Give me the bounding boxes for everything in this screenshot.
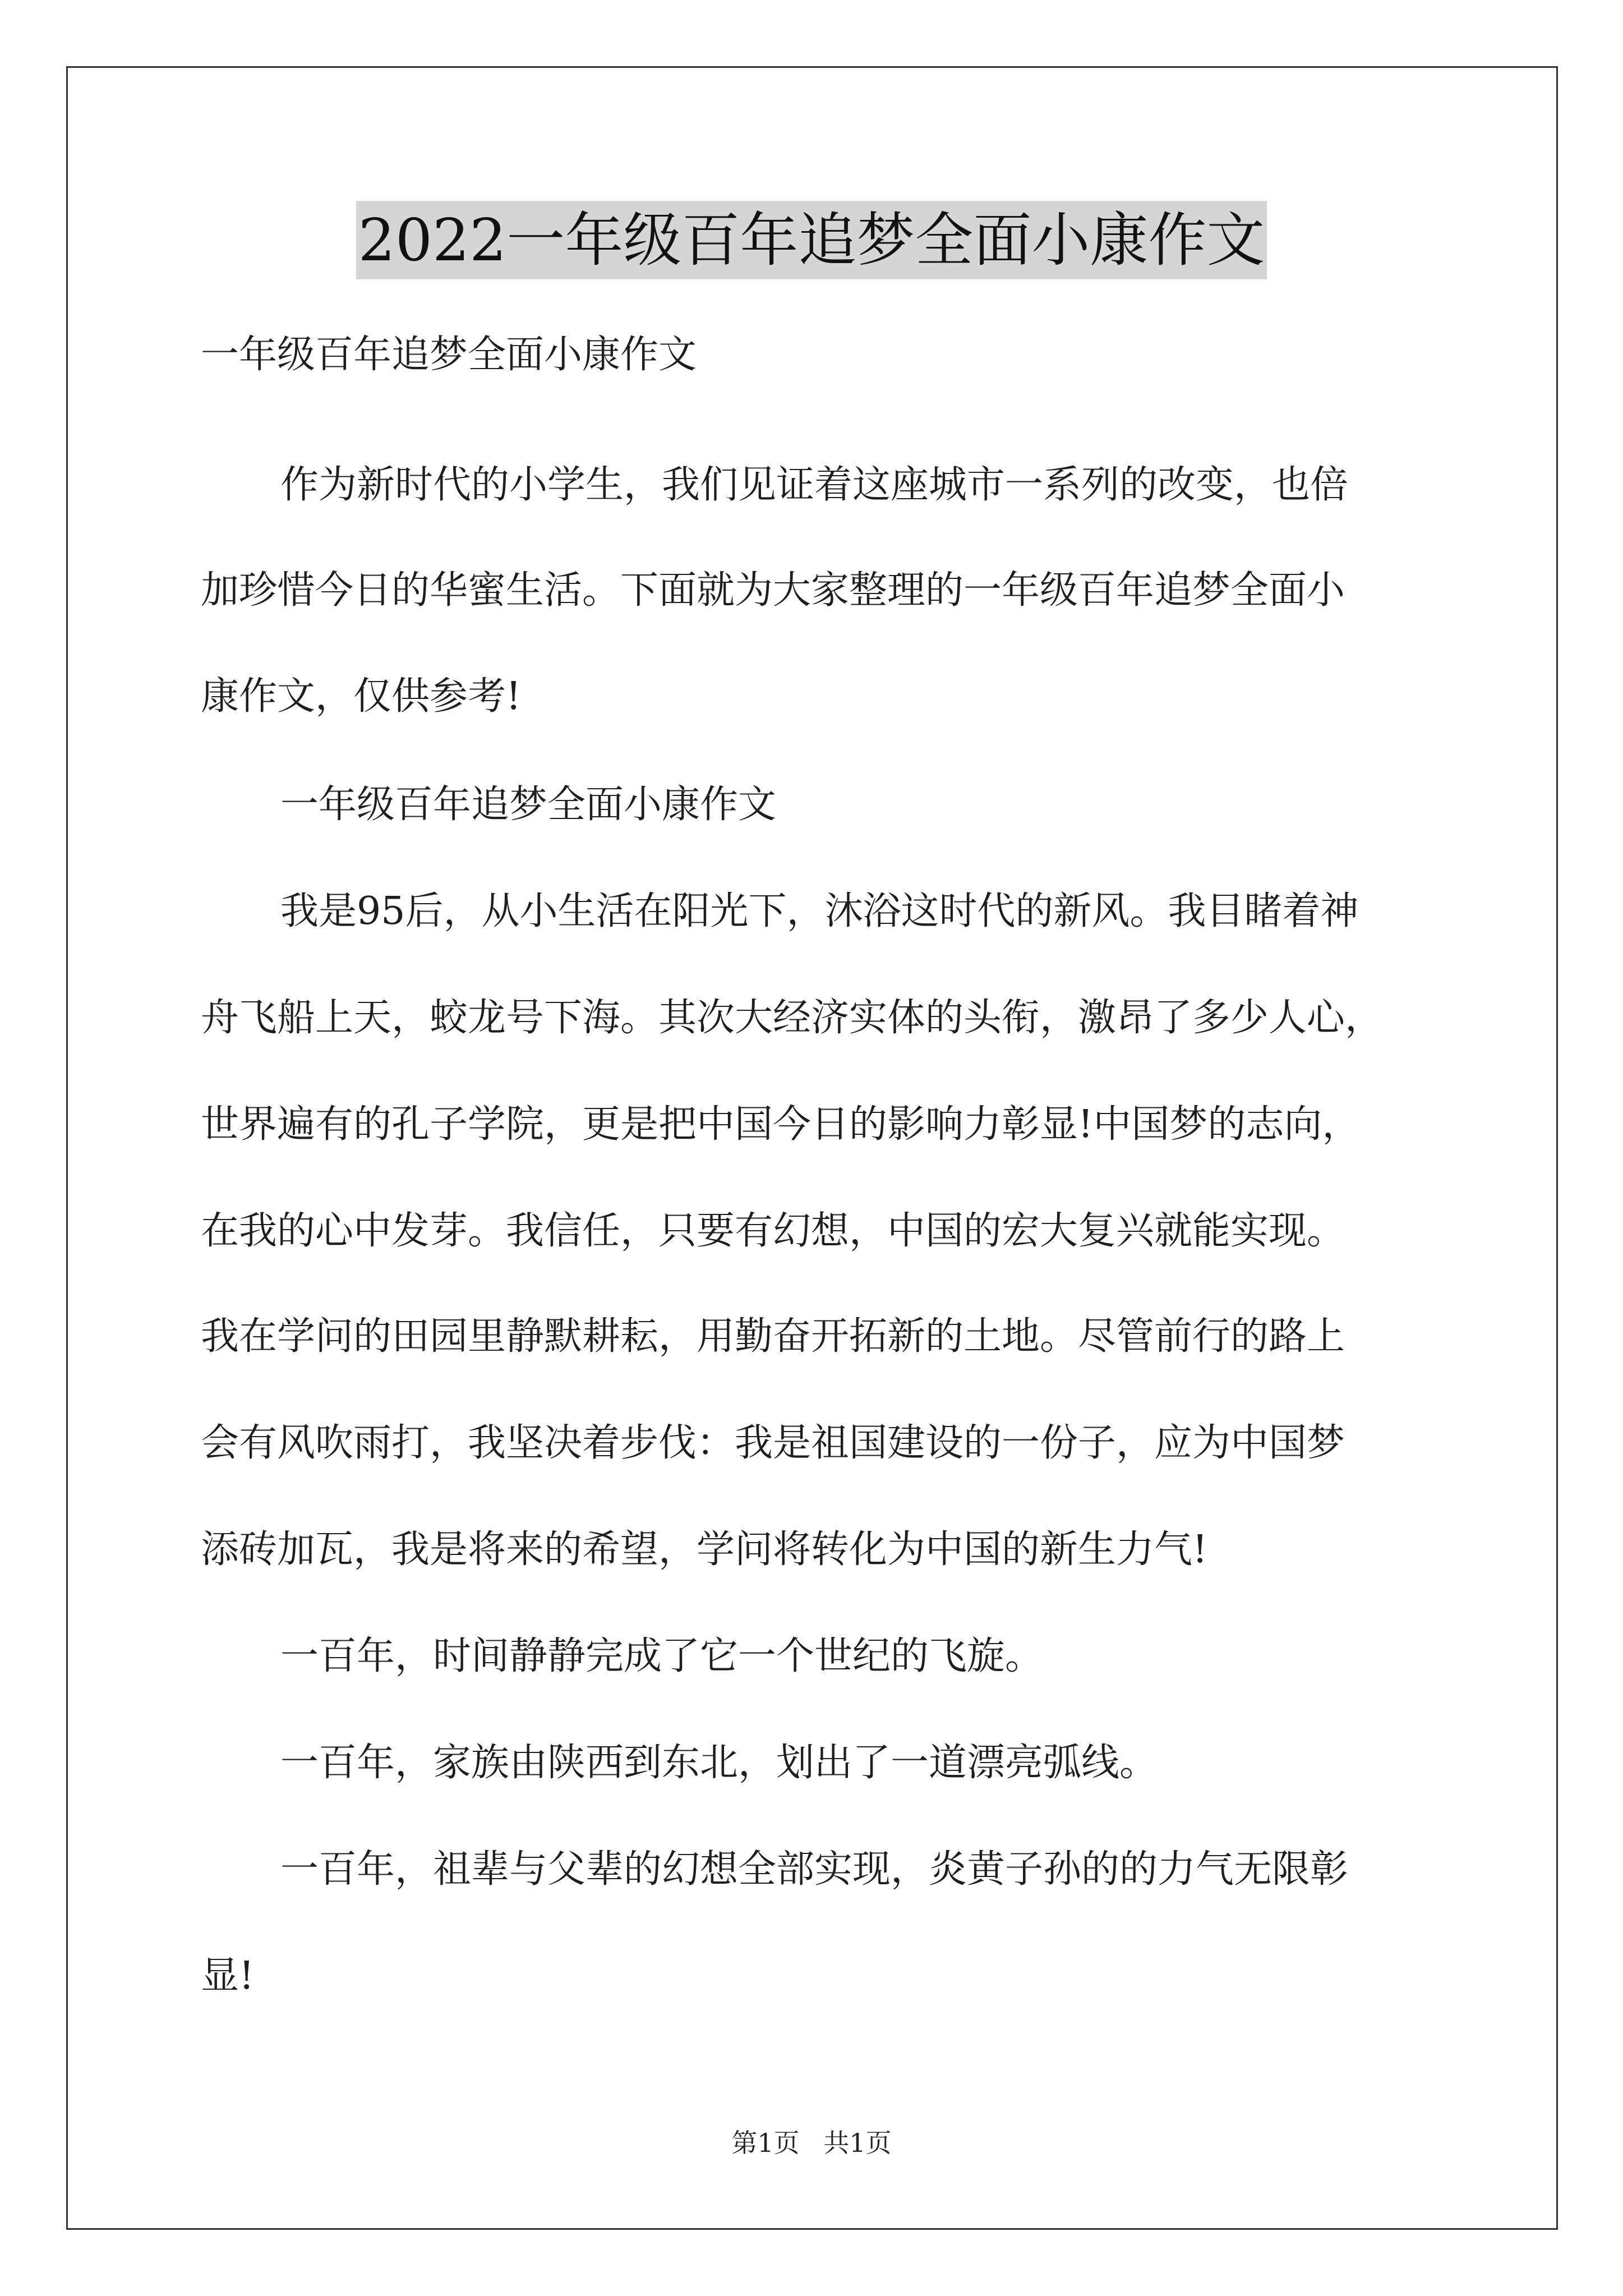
paragraph-line: 一百年，家族由陕西到东北，划出了一道漂亮弧线。 xyxy=(280,1741,1158,1785)
page-number: 第1页 xyxy=(731,2128,800,2158)
paragraph-line: 会有风吹雨打，我坚决着步伐：我是祖国建设的一份子，应为中国梦 xyxy=(201,1421,1345,1465)
paragraph-line: 作为新时代的小学生，我们见证着这座城市一系列的改变，也倍 xyxy=(280,463,1349,507)
paragraph-line: 世界遍有的孔子学院，更是把中国今日的影响力彰显!中国梦的志向， xyxy=(201,1102,1361,1147)
paragraph-line: 我是95后，从小生活在阳光下，沐浴这时代的新风。我目睹着神 xyxy=(280,889,1359,933)
paragraph-line: 我在学问的田园里静默耕耘，用勤奋开拓新的土地。尽管前行的路上 xyxy=(201,1314,1345,1359)
paragraph-line: 一百年，祖辈与父辈的幻想全部实现，炎黄子孙的的力气无限彰 xyxy=(280,1847,1349,1892)
paragraph-line: 加珍惜今日的华蜜生活。下面就为大家整理的一年级百年追梦全面小 xyxy=(201,568,1345,613)
paragraph-line: 添砖加瓦，我是将来的希望，学问将转化为中国的新生力气! xyxy=(201,1527,1208,1572)
title-container xyxy=(0,201,1623,279)
paragraph-line: 一百年，时间静静完成了它一个世纪的飞旋。 xyxy=(280,1634,1044,1678)
paragraph-line: 在我的心中发芽。我信任，只要有幻想，中国的宏大复兴就能实现。 xyxy=(201,1209,1345,1253)
subtitle-line: 一年级百年追梦全面小康作文 xyxy=(201,333,697,377)
document-title: 2022一年级百年追梦全面小康作文 xyxy=(356,201,1267,279)
paragraph-line: 显! xyxy=(201,1954,255,1998)
paragraph-line: 舟飞船上天，蛟龙号下海。其次大经济实体的头衔，激昂了多少人心， xyxy=(201,996,1384,1040)
page-total: 共1页 xyxy=(823,2128,892,2158)
page-footer xyxy=(0,2126,1623,2160)
paragraph-line: 一年级百年追梦全面小康作文 xyxy=(280,783,777,827)
paragraph-line: 康作文，仅供参考! xyxy=(201,674,522,719)
